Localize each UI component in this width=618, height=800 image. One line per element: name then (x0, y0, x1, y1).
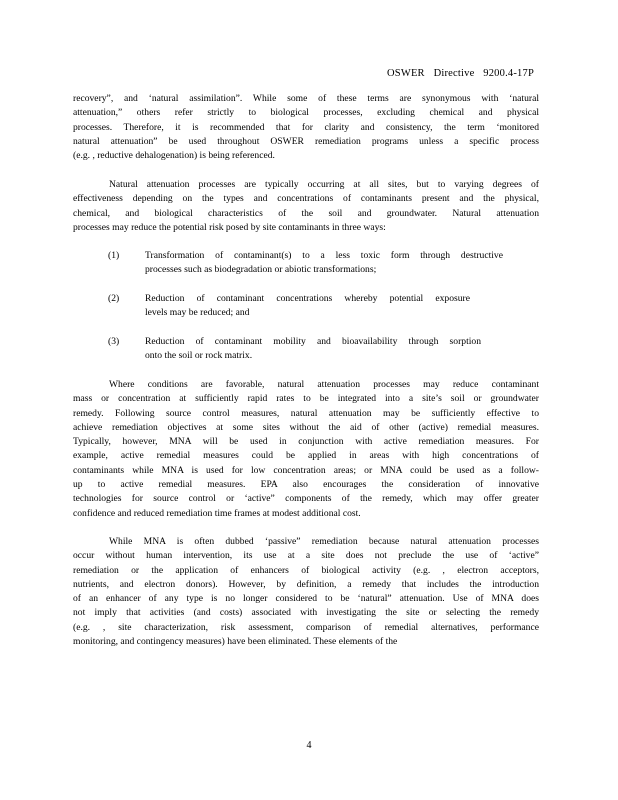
text-line: Where conditions are favorable, natural attenuation processes may reduce contaminant (109, 379, 539, 390)
text-line: Typically, however, MNA will be used in conjunction with active remediation measures. For (73, 436, 539, 448)
directive-header: OSWER Directive 9200.4-17P (387, 68, 534, 79)
text-line: occur without human intervention, its use at a site does not preclude the use of ‘active” (73, 550, 539, 562)
text-line: achieve remediation objectives at some sites without the aid of other (active) remedial measures. (73, 421, 539, 433)
paragraph-3 (73, 378, 539, 521)
page-number: 4 (306, 740, 312, 751)
text-line: attenuation,” others refer strictly to biological processes, excluding chemical and physical (73, 107, 539, 119)
list-item-number: (2) (108, 293, 120, 304)
list-item-number: (1) (108, 250, 120, 261)
text-line: up to active remedial measures. EPA also encourages the consideration of innovative (73, 479, 539, 491)
text-line: natural attenuation” be used throughout OSWER remediation programs unless a specific process (73, 135, 539, 147)
text-line: onto the soil or rock matrix. (145, 350, 253, 362)
text-line: Reduction of contaminant concentrations whereby potential exposure (145, 293, 470, 304)
paragraph-1 (73, 92, 539, 163)
text-line: monitoring, and contingency measures) have been eliminated. These elements of the (73, 636, 398, 648)
text-line: processes. Therefore, it is recommended that for clarity and consistency, the term ‘monitored (73, 121, 539, 133)
text-line: Natural attenuation processes are typically occurring at all sites, but to varying degrees of (109, 179, 539, 190)
text-line: (e.g. , reductive dehalogenation) is being referenced. (73, 150, 275, 162)
text-line: While MNA is often dubbed ‘passive” remediation because natural attenuation processes (109, 536, 539, 547)
text-line: nutrients, and electron donors). However, by definition, a remedy that includes the introduction (73, 578, 539, 590)
text-line: remediation or the application of enhancers of biological activity (e.g. , electron acceptors, (73, 564, 539, 576)
text-line: processes such as biodegradation or abiotic transformations; (145, 264, 377, 276)
text-line: Transformation of contaminant(s) to a less toxic form through destructive (145, 250, 503, 261)
text-line: (e.g. , site characterization, risk assessment, comparison of remedial alternatives, performance (73, 621, 539, 633)
text-line: recovery”, and ‘natural assimilation”. While some of these terms are synonymous with ‘natural (73, 93, 539, 104)
text-line: confidence and reduced remediation time frames at modest additional cost. (73, 507, 361, 519)
text-line: Reduction of contaminant mobility and bioavailability through sorption (145, 336, 481, 347)
text-line: processes may reduce the potential risk posed by site contaminants in three ways: (73, 221, 386, 233)
text-line: effectiveness depending on the types and concentrations of contaminants present and the physical, (73, 193, 539, 205)
text-line: contaminants while MNA is used for low concentration areas; or MNA could be used as a follow- (73, 464, 539, 476)
text-line: mass or concentration at sufficiently rapid rates to be integrated into a site’s soil or groundwater (73, 393, 539, 405)
text-line: chemical, and biological characteristics of the soil and groundwater. Natural attenuation (73, 207, 539, 219)
text-line: technologies for source control or ‘active” components of the remedy, which may offer greater (73, 493, 539, 505)
paragraph-4 (73, 535, 539, 649)
text-line: levels may be reduced; and (145, 307, 250, 319)
text-line: remedy. Following source control measures, natural attenuation may be sufficiently effective to (73, 407, 539, 419)
text-line: example, active remedial measures could be applied in areas with high concentrations of (73, 450, 539, 462)
text-line: of an enhancer of any type is no longer considered to be ‘natural” attenuation. Use of MNA does (73, 593, 539, 605)
list-item-number: (3) (108, 336, 120, 347)
paragraph-2 (73, 178, 539, 235)
text-line: not imply that activities (and costs) associated with investigating the site or selecting the remedy (73, 607, 539, 619)
